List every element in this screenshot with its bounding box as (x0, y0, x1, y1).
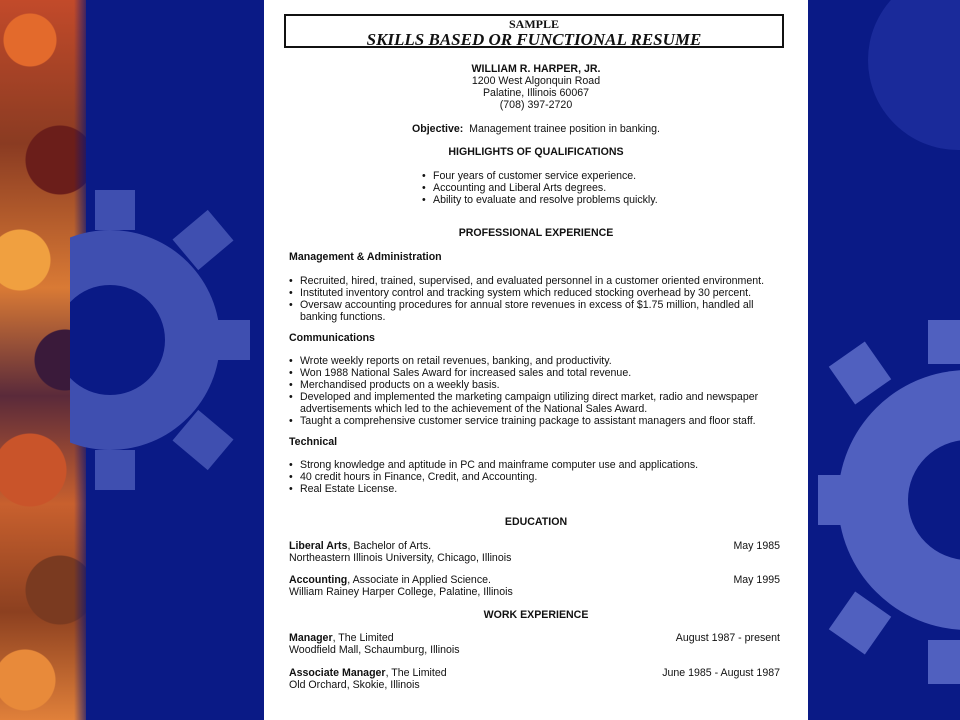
applicant-name: WILLIAM R. HARPER, JR. (471, 63, 601, 75)
list-item: • Real Estate License. (289, 483, 784, 495)
work-employer: , The Limited (332, 632, 394, 644)
communications-list (289, 355, 784, 427)
education-date: May 1995 (733, 574, 780, 586)
list-item: • Taught a comprehensive customer service training package to assistant managers and floor staff. (289, 415, 784, 427)
address-line1: 1200 West Algonquin Road (471, 75, 601, 87)
education-date: May 1985 (733, 540, 780, 552)
work-title: Manager (289, 632, 333, 644)
address-line2: Palatine, Illinois 60067 (482, 87, 589, 99)
objective-text: Management trainee position in banking. (469, 123, 660, 135)
education-field: Liberal Arts (289, 540, 348, 552)
list-item: • Ability to evaluate and resolve problems quickly. (422, 194, 782, 206)
education-degree: , Associate in Applied Science. (347, 574, 491, 586)
work-entry (289, 632, 394, 644)
professional-experience-heading: PROFESSIONAL EXPERIENCE (458, 227, 614, 239)
phone-number: (708) 397-2720 (499, 99, 573, 111)
gear-top-right-decoration (808, 0, 960, 200)
list-item: • Oversaw accounting procedures for annual store revenues in excess of $1.75 million, handled all banking functions. (289, 299, 784, 323)
list-item: • Accounting and Liberal Arts degrees. (422, 182, 782, 194)
education-heading: EDUCATION (504, 516, 568, 528)
education-entry (289, 574, 491, 586)
list-item: • Recruited, hired, trained, supervised, and evaluated personnel in a customer oriented environment. (289, 275, 784, 287)
resume-title-box (284, 14, 784, 48)
work-location: Old Orchard, Skokie, Illinois (289, 679, 420, 691)
education-entry (289, 540, 431, 552)
gear-right-decoration (808, 270, 960, 720)
list-item: • 40 credit hours in Finance, Credit, and Accounting. (289, 471, 784, 483)
education-school: William Rainey Harper College, Palatine, Illinois (289, 586, 513, 598)
work-entry (289, 667, 447, 679)
objective-line (264, 123, 808, 135)
work-title: Associate Manager (289, 667, 386, 679)
sample-label: SAMPLE (508, 17, 559, 31)
management-heading: Management & Administration (289, 251, 442, 263)
highlights-list (422, 170, 782, 206)
gear-left-decoration (70, 180, 270, 500)
list-item: • Won 1988 National Sales Award for increased sales and total revenue. (289, 367, 784, 379)
work-dates: June 1985 - August 1987 (662, 667, 780, 679)
objective-label: Objective: (412, 123, 464, 135)
education-degree: , Bachelor of Arts. (347, 540, 432, 552)
list-item: • Developed and implemented the marketing campaign utilizing direct market, radio and newspaper advertisements which led to the achievement of the National Sales Award. (289, 391, 784, 415)
technical-heading: Technical (289, 436, 338, 448)
list-item: • Merchandised products on a weekly basis. (289, 379, 784, 391)
work-dates: August 1987 - present (675, 632, 780, 644)
education-field: Accounting (289, 574, 348, 586)
education-school: Northeastern Illinois University, Chicago, Illinois (289, 552, 512, 564)
resume-page (264, 0, 808, 720)
work-experience-heading: WORK EXPERIENCE (483, 609, 589, 621)
list-item: • Strong knowledge and aptitude in PC and mainframe computer use and applications. (289, 459, 784, 471)
list-item: • Four years of customer service experience. (422, 170, 782, 182)
work-employer: , The Limited (385, 667, 447, 679)
list-item: • Instituted inventory control and tracking system which reduced stocking overhead by 30 percent. (289, 287, 784, 299)
communications-heading: Communications (289, 332, 375, 344)
work-location: Woodfield Mall, Schaumburg, Illinois (289, 644, 460, 656)
resume-title: SKILLS BASED OR FUNCTIONAL RESUME (366, 30, 702, 49)
highlights-heading: HIGHLIGHTS OF QUALIFICATIONS (448, 146, 624, 158)
list-item: • Wrote weekly reports on retail revenues, banking, and productivity. (289, 355, 784, 367)
management-list (289, 275, 784, 323)
technical-list (289, 459, 784, 495)
